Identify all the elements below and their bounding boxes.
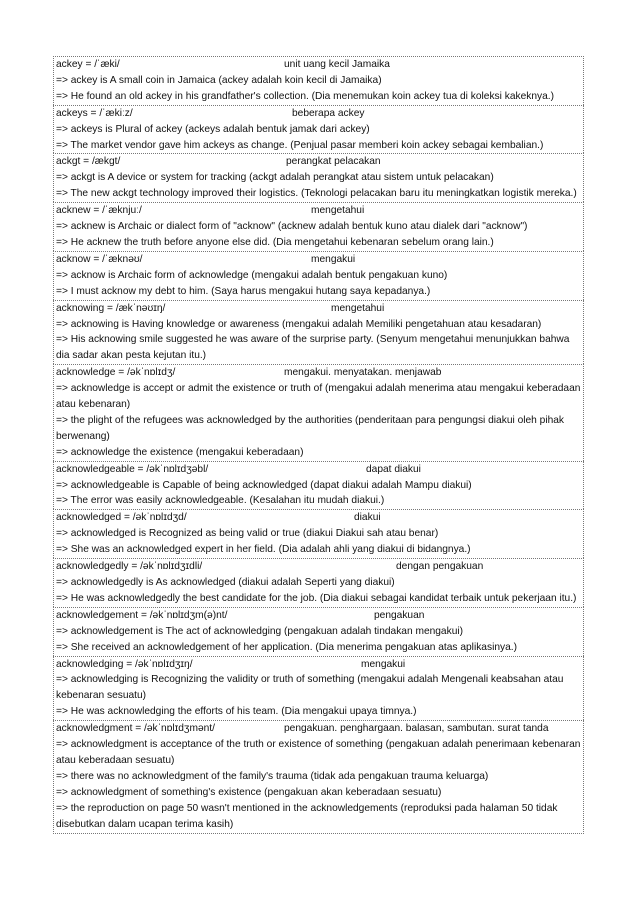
entry-line: => acknew is Archaic or dialect form of "acknow" (acknew adalah bentuk kuno atau dialek dari "acknow") xyxy=(56,221,528,233)
entry-line: => She was an acknowledged expert in her field. (Dia adalah ahli yang diakui di bidangnya.) xyxy=(56,544,471,556)
dictionary-page xyxy=(53,56,584,834)
entry-headword: acknowing = /ækˈnəʊɪŋ/ xyxy=(56,302,166,314)
entry-meaning: diakui xyxy=(354,512,381,524)
entry-header xyxy=(56,57,581,73)
entry-header xyxy=(56,462,581,478)
entry-meaning: unit uang kecil Jamaika xyxy=(284,59,390,70)
entry-meaning: mengetahui xyxy=(311,205,365,217)
entry-header xyxy=(56,721,581,737)
entry-meaning: beberapa ackey xyxy=(292,107,365,119)
entry-headword: acknew = /ˈæknjuː/ xyxy=(56,205,142,217)
entry-line: => ackgt is A device or system for tracking (ackgt adalah perangkat atau sistem untuk pelacakan) xyxy=(56,172,494,184)
dictionary-entry xyxy=(53,558,584,607)
entry-meaning: pengakuan xyxy=(374,609,425,621)
entry-headword: ackeys = /ˈækiːz/ xyxy=(56,107,133,119)
dictionary-entry xyxy=(53,720,584,833)
entry-line: => He found an old ackey in his grandfather's collection. (Dia menemukan koin ackey tua di koleksi kakeknya.) xyxy=(56,90,555,102)
entry-meaning: mengetahui xyxy=(331,302,385,314)
dictionary-entry xyxy=(53,105,584,154)
entry-line: => acknowledging is Recognizing the validity or truth of something (mengakui adalah Mengenali keabsahan atau kebenaran sesuatu) xyxy=(56,674,564,702)
entry-line: => His acknowing smile suggested he was aware of the surprise party. (Senyum mengetahui menunjukkan bahwa dia sadar akan pesta kejutan itu.) xyxy=(56,334,570,362)
entry-header xyxy=(56,365,581,381)
entry-header xyxy=(56,203,581,219)
dictionary-entry xyxy=(53,509,584,558)
dictionary-entry xyxy=(53,607,584,656)
entry-header xyxy=(56,252,581,268)
entry-line: => acknow is Archaic form of acknowledge (mengakui adalah bentuk pengakuan kuno) xyxy=(56,269,448,281)
entry-headword: acknowledgment = /əkˈnɒlɪdʒmənt/ xyxy=(56,723,215,735)
dictionary-entry xyxy=(53,461,584,510)
entry-meaning: mengakui xyxy=(311,253,356,265)
entry-line: => acknowledged is Recognized as being valid or true (diakui Diakui sah atau benar) xyxy=(56,528,439,540)
entry-line: => acknowledgement is The act of acknowledging (pengakuan adalah tindakan mengakui) xyxy=(56,625,464,637)
entry-meaning: mengakui. menyatakan. menjawab xyxy=(284,367,442,379)
dictionary-entry xyxy=(53,153,584,202)
entry-header xyxy=(56,154,581,170)
entry-headword: acknowledging = /əkˈnɒlɪdʒɪŋ/ xyxy=(56,658,193,670)
entry-line: => acknowledgment of something's existence (pengakuan akan keberadaan sesuatu) xyxy=(56,786,442,798)
entry-line: => He acknew the truth before anyone else did. (Dia mengetahui kebenaran sebelum orang lain.) xyxy=(56,236,494,248)
entry-headword: ackgt = /ækgt/ xyxy=(56,156,121,168)
entry-line: => the plight of the refugees was acknowledged by the authorities (penderitaan para pengungsi diakui oleh pihak berwenang) xyxy=(56,414,565,442)
entry-headword: acknowledgeable = /əkˈnɒlɪdʒəbl/ xyxy=(56,463,209,475)
entry-header xyxy=(56,106,581,122)
dictionary-entry xyxy=(53,656,584,721)
entry-headword: ackey = /ˈæki/ xyxy=(56,59,120,70)
entry-headword: acknowledged = /əkˈnɒlɪdʒd/ xyxy=(56,512,187,524)
entry-line: => acknowing is Having knowledge or awareness (mengakui adalah Memiliki pengetahuan atau kesadaran) xyxy=(56,318,542,330)
entry-line: => acknowledge the existence (mengakui keberadaan) xyxy=(56,446,304,458)
entry-line: => She received an acknowledgement of her application. (Dia menerima pengakuan atas aplikasinya.) xyxy=(56,641,517,653)
entry-headword: acknowledgedly = /əkˈnɒlɪdʒɪdli/ xyxy=(56,561,203,573)
entry-header xyxy=(56,559,581,575)
entry-headword: acknow = /ˈæknəʊ/ xyxy=(56,253,143,265)
entry-line: => there was no acknowledgment of the family's trauma (tidak ada pengakuan trauma keluarga) xyxy=(56,770,489,782)
entry-header xyxy=(56,657,581,673)
entry-line: => acknowledgment is acceptance of the truth or existence of something (pengakuan adalah penerimaan kebenaran atau keberadaan sesuatu) xyxy=(56,739,581,766)
entry-headword: acknowledge = /əkˈnɒlɪdʒ/ xyxy=(56,367,176,379)
entry-line: => He was acknowledging the efforts of his team. (Dia mengakui upaya timnya.) xyxy=(56,706,417,718)
dictionary-entry xyxy=(53,364,584,460)
entry-meaning: mengakui xyxy=(361,658,406,670)
entry-line: => He was acknowledgedly the best candidate for the job. (Dia diakui sebagai kandidat terbaik untuk pekerjaan itu.) xyxy=(56,592,577,604)
entry-line: => acknowledgeable is Capable of being acknowledged (dapat diakui adalah Mampu diakui) xyxy=(56,479,472,491)
dictionary-entry xyxy=(53,251,584,300)
entry-line: => acknowledgedly is As acknowledged (diakui adalah Seperti yang diakui) xyxy=(56,577,395,588)
entry-line: => ackeys is Plural of ackey (ackeys adalah bentuk jamak dari ackey) xyxy=(56,123,370,135)
dictionary-entry xyxy=(53,56,584,105)
entry-meaning: dengan pengakuan xyxy=(396,561,484,573)
entry-line: => acknowledge is accept or admit the existence or truth of (mengakui adalah menerima atau mengakui keberadaan atau kebenaran) xyxy=(56,383,581,411)
entry-headword: acknowledgement = /əkˈnɒlɪdʒm(ə)nt/ xyxy=(56,609,228,621)
entry-line: => The market vendor gave him ackeys as change. (Penjual pasar memberi koin ackey sebagai kembalian.) xyxy=(56,139,544,151)
entry-line: => The error was easily acknowledgeable. (Kesalahan itu mudah diakui.) xyxy=(56,495,385,507)
entry-line: => I must acknow my debt to him. (Saya harus mengakui hutang saya kepadanya.) xyxy=(56,285,431,297)
dictionary-entry xyxy=(53,300,584,365)
entry-header xyxy=(56,301,581,317)
entry-line: => the reproduction on page 50 wasn't mentioned in the acknowledgements (reproduksi pada halaman 50 tidak disebutkan dalam ucapan terima kasih) xyxy=(56,802,558,830)
entry-meaning: perangkat pelacakan xyxy=(286,156,381,168)
entry-header xyxy=(56,510,581,526)
entry-line: => ackey is A small coin in Jamaica (ackey adalah koin kecil di Jamaika) xyxy=(56,74,382,86)
entry-header xyxy=(56,608,581,624)
dictionary-entry xyxy=(53,202,584,251)
entry-meaning: dapat diakui xyxy=(366,463,421,475)
entry-meaning: pengakuan. penghargaan. balasan, sambutan. surat tanda xyxy=(284,723,549,735)
entry-line: => The new ackgt technology improved their logistics. (Teknologi pelacakan baru itu meningkatkan logistik mereka.) xyxy=(56,188,577,200)
